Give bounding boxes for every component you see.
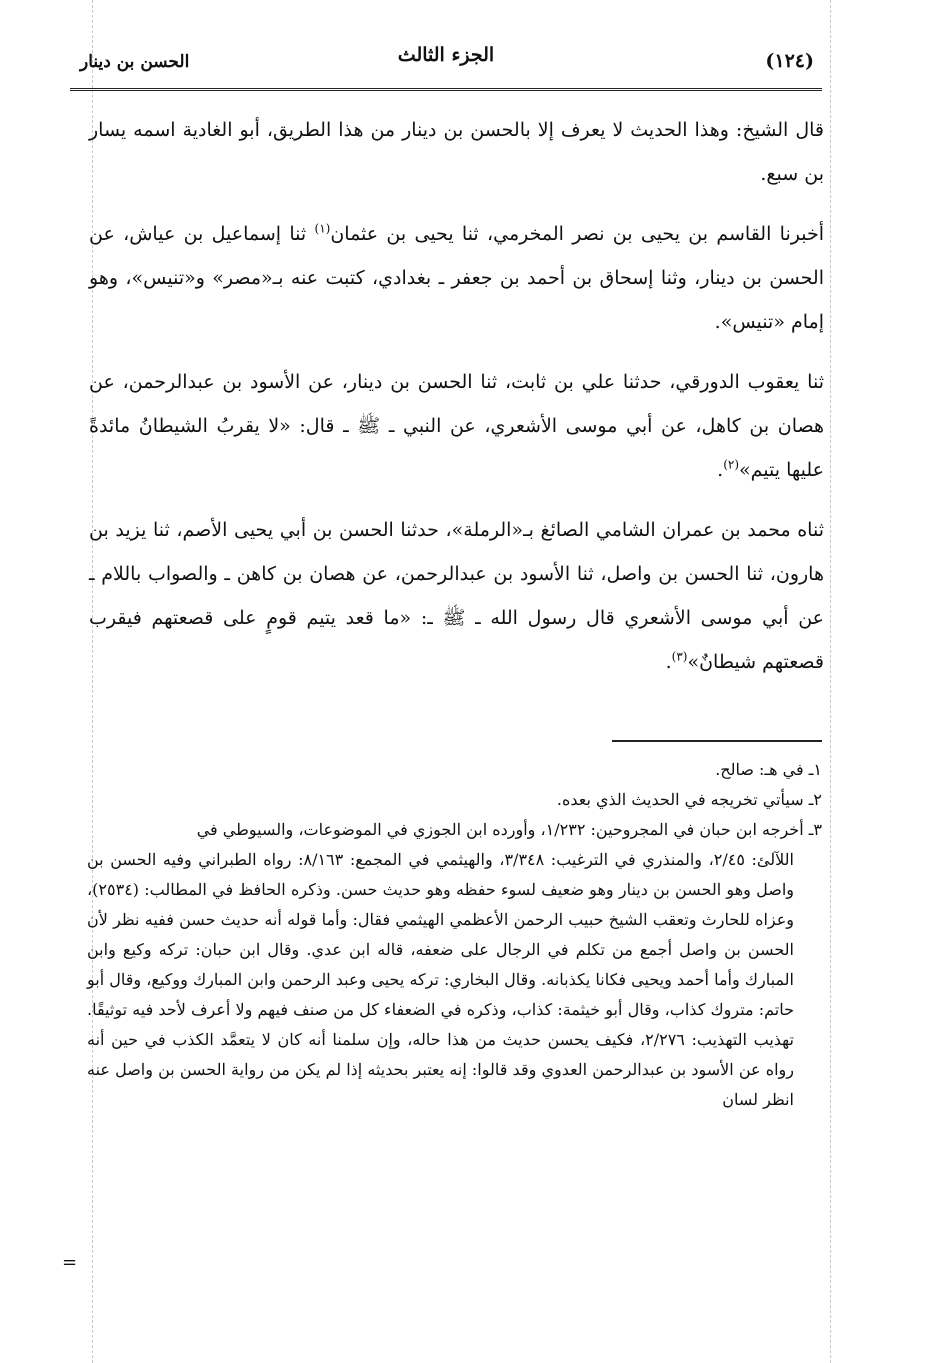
header-rule — [70, 88, 822, 91]
footnote-3: ٣ـ أخرجه ابن حبان في المجروحين: ١/٢٣٢، وأورده ابن الجوزي في الموضوعات، والسيوطي في — [196, 820, 822, 839]
paragraph-2-tail: ثنا إسماعيل بن عياش، عن الحسن بن دينار، وثنا إسحاق بن أحمد بن جعفر ـ بغدادي، كتبت عنه بـ«مصر» و«تنيس»، وهو إمام «تنيس». — [89, 223, 824, 333]
paragraph-4-text: ثناه محمد بن عمران الشامي الصائغ بـ«الرملة»، حدثنا الحسن بن أبي يحيى الأصم، ثنا يزيد بن هارون، ثنا الحسن بن واصل، ثنا الأسود بن عبدالرحمن، عن هصان بن كاهن ـ والصواب باللام ـ عن أبي موسى الأشعري قال رسول الله ـ ﷺ ـ: «ما قعد يتيم قومٍ على قصعتهم فيقرب قصعتهم شيطانٌ» — [89, 519, 824, 673]
main-text — [89, 108, 824, 700]
paragraph-2 — [89, 212, 824, 344]
footnote-ref-3: (٣) — [671, 649, 688, 664]
paragraph-4: ثناه محمد بن عمران الشامي الصائغ بـ«الرملة»، حدثنا الحسن بن أبي يحيى الأصم، ثنا يزيد بن هارون، ثنا الحسن بن واصل، ثنا الأسود بن عبدالرحمن، عن هصان بن كاهن ـ والصواب باللام ـ عن أبي موسى الأشعري قال رسول الله ـ ﷺ ـ: «ما قعد يتيم قومٍ على قصعتهم فيقرب قصعتهم شيطانٌ»$^{(٣)}$. — [89, 519, 824, 673]
footnote-ref-2: (٢) — [723, 457, 740, 472]
part-title: الجزء الثالث — [397, 44, 495, 66]
page-header — [70, 42, 822, 82]
running-title: الحسن بن دينار — [80, 52, 190, 72]
margin-guide-right — [830, 0, 831, 1363]
footnote-1: ١ـ في هـ: صالح. — [715, 760, 822, 779]
footnote-separator — [612, 740, 822, 742]
footnote-2: ٢ـ سيأتي تخريجه في الحديث الذي بعده. — [556, 790, 822, 809]
paragraph-2-head: أخبرنا القاسم بن يحيى بن نصر المخرمي، ثنا يحيى بن عثمان — [330, 223, 824, 245]
continuation-mark: = — [62, 1252, 78, 1273]
paragraph-1: قال الشيخ: وهذا الحديث لا يعرف إلا بالحسن بن دينار من هذا الطريق، أبو الغادية اسمه يسار بن سبع. — [89, 119, 824, 185]
footnotes — [87, 755, 822, 1115]
paragraph-3-text: ثنا يعقوب الدورقي، حدثنا علي بن ثابت، ثنا الحسن بن دينار، عن الأسود بن عبدالرحمن، عن هصان بن كاهل، عن أبي موسى الأشعري، عن النبي ـ ﷺ ـ قال: «لا يقربُ الشيطانُ مائدةً عليها يتيم» — [89, 371, 824, 481]
page-number: (١٢٤) — [765, 50, 814, 72]
footnote-ref-1: (١) — [314, 221, 331, 236]
paragraph-3: ثنا يعقوب الدورقي، حدثنا علي بن ثابت، ثنا الحسن بن دينار، عن الأسود بن عبدالرحمن، عن هصان بن كاهل، عن أبي موسى الأشعري، عن النبي ـ ﷺ ـ قال: «لا يقربُ الشيطانُ مائدةً عليها يتيم»$^{(٢)}$. — [89, 371, 824, 481]
footnote-3-continued: اللآلئ: ٢/٤٥، والمنذري في الترغيب: ٣/٣٤٨، والهيثمي في المجمع: ٨/١٦٣: رواه الطبراني وفيه الحسن بن واصل وهو الحسن بن دينار وهو ضعيف لسوء حفظه وهو حديث حسن. وذكره الحافظ في المطالب: (٢٥٣٤)، وعزاه للحارث وتعقب الشيخ حبيب الرحمن الأعظمي الهيثمي فقال: وأما قوله أنه حديث حسن ففيه نظر لأن الحسن بن واصل أجمع من تكلم في الرجال على ضعفه، قاله ابن عدي. وقال ابن حبان: تركه وكيع وابن المبارك وأما أحمد ويحيى فكانا يكذبانه. وقال البخاري: تركه يحيى وعبد الرحمن وابن المبارك ووكيع، وقال أبو حاتم: متروك كذاب، وقال أبو خيثمة: كذاب، وذكره في الضعفاء كل من صنف فيهم ولا أعرف لأحد فيه توثيقًا. تهذيب التهذيب: ٢/٢٧٦، فكيف يحسن حديث من هذا حاله، وإن سلمنا أنه كان لا يتعمَّد الكذب في حين أنه رواه عن الأسود بن عبدالرحمن العدوي وقد قالوا: إنه يعتبر بحديثه إذا لم يكن من رواية الحسن بن واصل عنه انظر لسان — [87, 850, 794, 1109]
